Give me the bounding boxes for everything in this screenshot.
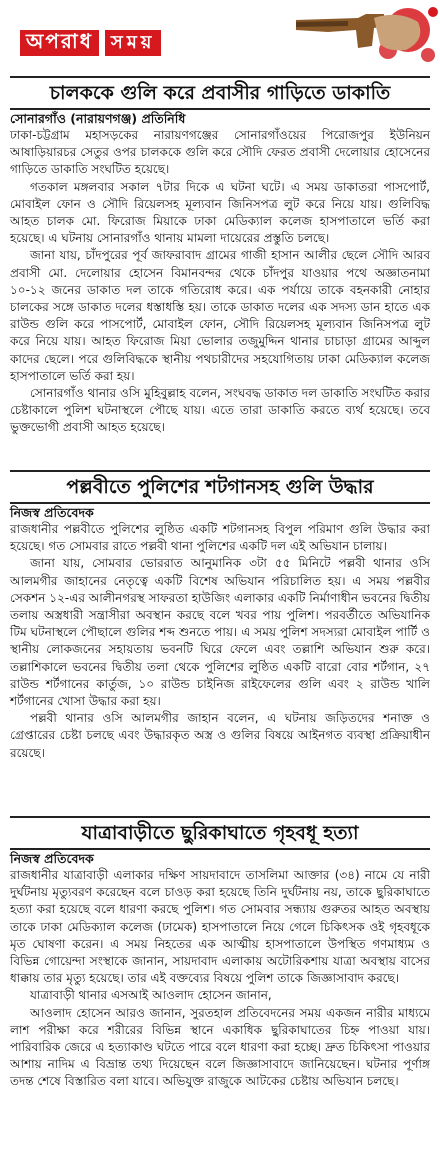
article-headline: যাত্রাবাড়ীতে ছুরিকাঘাতে গৃহবধূ হত্যা <box>81 822 359 844</box>
article-headline: চালককে গুলি করে প্রবাসীর গাড়িতে ডাকাতি <box>49 82 391 104</box>
article-paragraph: রাজধানীর যাত্রাবাড়ী এলাকার দক্ষিণ সায়দাবাদে তাসলিমা আক্তার (৩৪) নামে যে নারী দুর্ঘটনায় মৃত্যুবরণ করেছেন বলে চাওড় করা হয়েছে তিনি দুর্ঘটনায় নয়, তাকে ছুরিকাঘাতে হত্যা করা হয়েছে বলে ধারণা করছে পুলিশ। গত সোমবার সন্ধ্যায় গুরুতর আহত অবস্থায় তাকে ঢাকা মেডিক্যাল কলেজ (ঢামেক) হাসপাতালে নিয়ে গেলে চিকিৎসক ওই গৃহবধূকে মৃত ঘোষণা করেন। এ সময় নিহতের এক আত্মীয় হাসপাতালে উপস্থিত গণমাধ্যম ও বিভিন্ন গোয়েন্দা সংস্থাকে জানান, সায়দাবাদ এলাকায় অটোরিকশায় যাত্রা অবস্থায় বাসের ধাক্কায় তার মৃত্যু হয়েছে। তার এই বক্তব্যের বিষয়ে পুলিশ তাকে জিজ্ঞাসাবাদ করছে। <box>10 868 430 986</box>
article-paragraph: গতকাল মঙ্গলবার সকাল ৭টার দিকে এ ঘটনা ঘটে। এ সময় ডাকাতরা পাসপোর্ট, মোবাইল ফোন ও সৌদি রিয়েলসহ মূল্যবান জিনিসপত্র লুট করে নিয়ে যায়। গুলিবিদ্ধ আহত চালক মো. ফিরোজ মিয়াকে ঢাকা মেডিক্যাল কলেজ হাসপাতালে ভর্তি করা হয়েছে। এ ঘটনায় সোনারগাঁও থানায় মামলা দায়েরের প্রস্তুতি চলছে। <box>10 179 430 246</box>
article-paragraph: জানা যায়, সোমবার ভোররাত আনুমানিক ৩টা ৫৫ মিনিটে পল্লবী থানার ওসি আলমগীর জাহানের নেতৃত্বে একটি বিশেষ অভিযান পরিচালিত হয়। এ সময় পল্লবীর সেকশন ১২-এর আলীনগরস্থ সাফরতা হাউজিং এলাকার একটি নির্মাণাধীন ভবনের দ্বিতীয় তলায় অস্ত্রধারী সন্ত্রাসীরা অবস্থান করছে বলে খবর পায় পুলিশ। পরবর্তীতে অভিযানিক টিম ঘটনাস্থলে পৌছালে গুলির শব্দ শুনতে পায়। এ সময় পুলিশ সদস্যরা মোবাইল পার্টি ও স্থানীয় লোকজনের সহায়তায় ভবনটি ঘিরে ফেলে এবং তল্লাশি অভিযান শুরু করে। তল্লাশিকালে ভবনের দ্বিতীয় তলা থেকে পুলিশের লুষ্ঠিত একটি বারো বোর শর্টগান, ২৭ রাউন্ড শর্টগানের কার্তুজ, ১০ রাউন্ড চাইনিজ রাইফেলের গুলি এবং ২ রাউন্ড খালি শর্টগানের খোসা উদ্ধার করা হয়। <box>10 556 430 709</box>
banner-divider <box>99 30 105 56</box>
article-paragraph: পল্লবী থানার ওসি আলমগীর জাহান বলেন, এ ঘটনায় জড়িতদের শনাক্ত ও গ্রেপ্তারের চেষ্টা চলছে এবং উদ্ধারকৃত অস্ত্র ও গুলির বিষয়ে আইনগত ব্যবস্থা প্রক্রিয়াধীন রয়েছে। <box>10 711 430 760</box>
article-paragraph: জানা যায়, চাঁদপুরের পূর্ব জাফরাবাদ গ্রামের গাজী হাসান আলীর ছেলে সৌদি আরব প্রবাসী মো. দেলোয়ার হোসেন বিমানবন্দর থেকে চাঁদপুর যাওয়ার পথে অজ্ঞাতনামা ১০-১২ জনের ডাকাত দল তাকে গতিরোধ করে। এক পর্যায়ে তাকে বহনকারী নোহার চালকের সঙ্গে ডাকাত দলের ধস্তাধস্তি হয়। তাকে ডাকাত দলের এক সদস্য ডান হাতে এক রাউন্ড গুলি করে পাসপোর্ট, মোবাইল ফোন, সৌদি রিয়েলসহ মূল্যবান জিনিসপত্র লুট করে নিয়ে যায়। আহত ফিরোজ মিয়া ভোলার তজুমুদ্দিন থানার চাচাড়া গ্রামের আব্দুল কাদের ছেলে। পরে গুলিবিদ্ধকে স্থানীয় পথচারীদের সহযোগিতায় ঢাকা মেডিক্যাল কলেজ হাসপাতালে ভর্তি করা হয়। <box>10 248 430 383</box>
article-paragraph: রাজধানীর পল্লবীতে পুলিশের লুষ্ঠিত একটি শটগানসহ বিপুল পরিমাণ গুলি উদ্ধার করা হয়েছে। গত সোমবার রাতে পল্লবী থানা পুলিশের একটি দল এই অভিযান চালায়। <box>10 522 430 554</box>
article-headline: পল্লবীতে পুলিশের শটগানসহ গুলি উদ্ধার <box>66 476 374 498</box>
pistol-icon <box>288 0 440 72</box>
section-banner <box>0 0 440 72</box>
article-paragraph: সোনারগাঁও থানার ওসি মুহিবুল্লাহ বলেন, সংঘবদ্ধ ডাকাত দল ডাকাতি সংঘটিত করার চেষ্টাকালে পুলিশ ঘটনাস্থলে পৌছে যায়। এতে তারা ডাকাতি করতে ব্যর্থ হয়েছে। তবে ভুক্তভোগী প্রবাসী আহত হয়েছে। <box>10 386 430 435</box>
banner-title-left: অপরাধ <box>26 28 93 53</box>
article-byline: নিজস্ব প্রতিবেদক <box>10 851 94 866</box>
article-paragraph: আওলাদ হোসেন আরও জানান, সুরতহাল প্রতিবেদনের সময় একজন নারীর মাধ্যমে লাশ পরীক্ষা করে শরীরের বিভিন্ন স্থানে একাধিক ছুরিকাঘাতের চিহ্ন পাওয়া যায়। পারিবারিক জেরে এ হত্যাকাণ্ড ঘটতে পারে বলে ধারণা করা হচ্ছে। দ্রুত চিকিৎসা পাওয়ার আশায় নাদিম এ বিভ্রান্ত তথ্য দিয়েছেন বলে জিজ্ঞাসাবাদে জানিয়েছেন। ঘটনার পূর্ণাঙ্গ তদন্ত শেষে বিস্তারিত বলা যাবে। অভিযুক্ত রাজুকে আটকের চেষ্টায় অভিযান চলছে। <box>10 1005 430 1089</box>
article-housewife-murder <box>10 816 430 1091</box>
article-byline: নিজস্ব প্রতিবেদক <box>10 505 94 520</box>
article-robbery <box>10 76 430 437</box>
article-paragraph: ঢাকা-চট্টগ্রাম মহাসড়কের নারায়ণগঞ্জের সোনারগাঁওয়ের পিরোজপুর ইউনিয়ন আষাড়িয়ারচর সেতুর ওপর চালককে গুলি করে সৌদি ফেরত প্রবাসী দেলোয়ার হোসেনের গাড়িতে ডাকাতি সংঘটিত হয়েছে। <box>10 128 430 177</box>
article-paragraph: যাত্রাবাড়ী থানার এসআই আওলাদ হোসেন জানান, <box>30 988 272 1003</box>
article-shotgun-recovery <box>10 470 430 762</box>
section-logo <box>20 30 161 56</box>
article-byline: সোনারগাঁও (নারায়ণগঞ্জ) প্রতিনিধি <box>10 111 186 126</box>
banner-title-right: সময় <box>110 31 156 53</box>
